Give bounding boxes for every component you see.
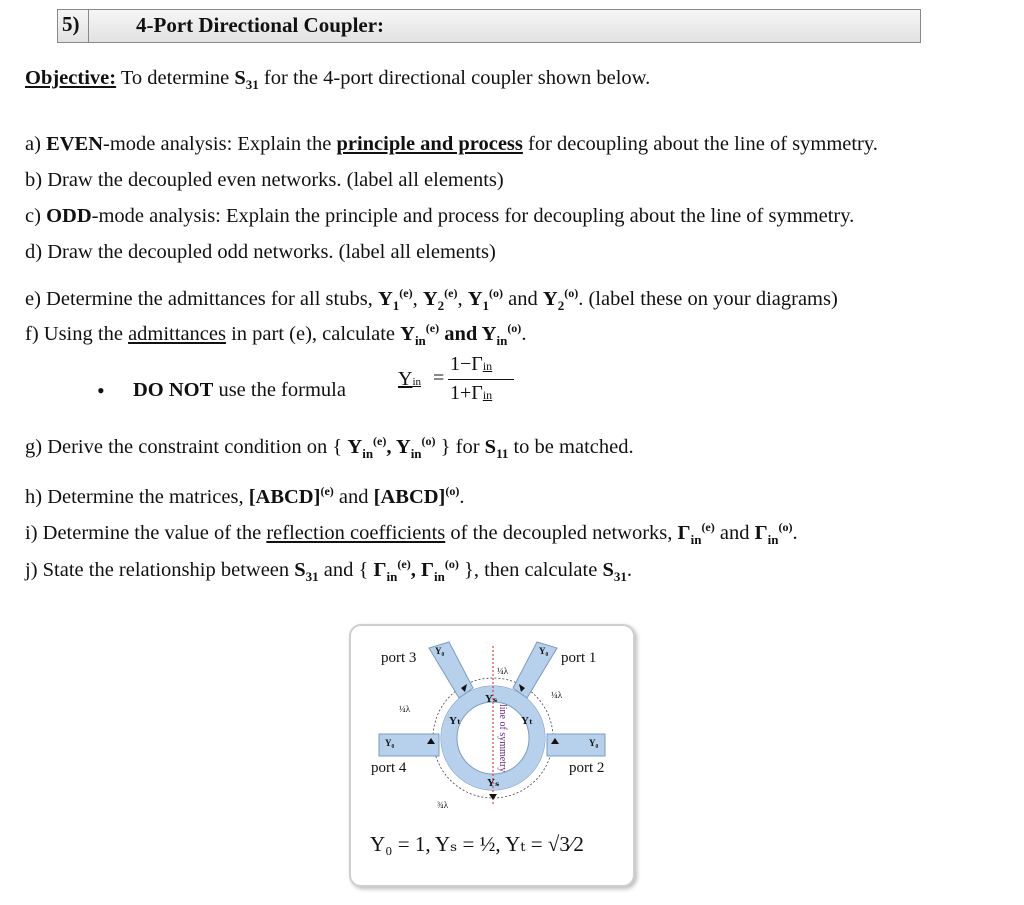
y0-label-port4: Y₀: [385, 738, 395, 748]
s31-sub: 31: [613, 568, 627, 584]
item-a-bold: EVEN: [46, 133, 104, 155]
y1o-sub: 1: [482, 297, 490, 313]
objective-tail: for the 4-port directional coupler shown below.: [258, 67, 651, 89]
s31: S: [602, 558, 614, 581]
item-g: [25, 434, 634, 462]
quarter-wave-top: ¼λ: [497, 666, 509, 676]
ys-label-top: Yₛ: [485, 693, 498, 705]
abcd-o: [ABCD]: [373, 485, 446, 508]
item-j-mid: and {: [318, 558, 374, 581]
item-b: b) Draw the decoupled even networks. (label all elements): [25, 169, 504, 191]
and-text: and: [333, 485, 374, 508]
formula-numerator: [450, 353, 492, 376]
denominator-sub: in: [482, 388, 493, 402]
y2o-sup: (o): [564, 286, 579, 300]
denominator-text: 1+Γ: [450, 382, 483, 404]
yin-e-sub: in: [414, 332, 426, 348]
gamma-e-sup: (e): [397, 557, 411, 571]
s11: S: [484, 435, 497, 458]
objective-label: Objective:: [25, 67, 117, 89]
item-h-prefix: h) Determine the matrices,: [25, 485, 249, 508]
s11-sub: 11: [496, 445, 509, 461]
item-g-tail: to be matched.: [508, 435, 634, 458]
yin-o-sub: in: [410, 445, 422, 461]
item-a: [25, 133, 878, 156]
and-text: and: [439, 322, 482, 345]
abcd-o-sup: (o): [445, 484, 460, 498]
y2e-sup: (e): [444, 286, 458, 300]
gamma-e: Γ: [373, 558, 387, 581]
item-i-prefix: i) Determine the value of the: [25, 521, 267, 544]
item-f: [25, 321, 526, 349]
objective-text: To determine: [116, 67, 235, 89]
fraction-bar: [448, 379, 514, 380]
y0-label-port3: Y₀: [435, 646, 445, 656]
item-a-emphasis: principle and process: [336, 133, 523, 155]
gamma-o-sup: (o): [444, 557, 459, 571]
item-d: d) Draw the decoupled odd networks. (label all elements): [25, 241, 496, 263]
port2-label: port 2: [569, 760, 605, 776]
item-c-prefix: c): [25, 205, 47, 227]
ys-label-bottom: Yₛ: [487, 777, 500, 789]
and-text: and: [714, 521, 755, 544]
yin-e: Y: [347, 435, 363, 458]
numerator-sub: in: [482, 359, 493, 373]
do-not-bold: DO NOT: [133, 379, 214, 401]
header-divider: [88, 10, 89, 42]
yin-o-sub: in: [496, 332, 508, 348]
three-quarter-wave: ¾λ: [437, 800, 449, 810]
y1o-sup: (o): [489, 286, 504, 300]
y2e-sub: 2: [437, 297, 445, 313]
item-a-prefix: a): [25, 133, 47, 155]
yin-o-sup: (o): [421, 434, 436, 448]
yt-label-left: Yₜ: [449, 715, 462, 727]
y1e-sup: (e): [399, 286, 413, 300]
y1e-sub: 1: [392, 297, 400, 313]
gamma-o: Γ: [754, 521, 768, 544]
objective-line: [25, 67, 650, 93]
item-f-mid: in part (e), calculate: [225, 322, 401, 345]
item-e-prefix: e) Determine the admittances for all stubs,: [25, 287, 378, 310]
comma: ,: [412, 287, 423, 310]
arrow: [489, 794, 497, 800]
yt-label-right: Yₜ: [521, 715, 534, 727]
yin-e: Y: [400, 322, 415, 345]
comma: ,: [386, 435, 396, 458]
item-j-tail: .: [626, 558, 632, 581]
formula-y: Y: [398, 368, 413, 390]
numerator-text: 1−Γ: [450, 353, 483, 375]
yin-o: Y: [481, 322, 497, 345]
gamma-o: Γ: [420, 558, 435, 581]
formula-equals: =: [433, 367, 445, 389]
gamma-o-sup: (o): [778, 520, 793, 534]
item-c-bold: ODD: [46, 205, 92, 227]
item-i-mid: of the decoupled networks,: [445, 521, 678, 544]
item-j: [25, 557, 632, 585]
y0-label-port1: Y₀: [539, 646, 549, 656]
item-e-tail: . (label these on your diagrams): [578, 287, 838, 310]
port4-label: port 4: [371, 760, 407, 776]
admittances-link: admittances: [128, 322, 226, 345]
yin-o: Y: [395, 435, 411, 458]
item-g-mid: } for: [435, 435, 485, 458]
gamma-e-sup: (e): [701, 520, 715, 534]
s-subscript: 31: [245, 77, 259, 93]
parameter-equation: Y₀ = 1, Yₛ = ½, Yₜ = √3⁄2: [370, 832, 584, 856]
abcd-e-sup: (e): [320, 484, 334, 498]
gamma-e-sub: in: [386, 568, 398, 584]
y2o-sub: 2: [557, 297, 565, 313]
y1e: Y: [377, 287, 393, 310]
y1o: Y: [467, 287, 483, 310]
section-title: 4-Port Directional Coupler:: [136, 13, 385, 37]
item-a-tail: for decoupling about the line of symmetry.: [522, 133, 878, 155]
section-number: 5): [62, 12, 80, 36]
do-not-text: use the formula: [213, 379, 346, 401]
y0-label-port2: Y₀: [589, 738, 599, 748]
gamma-o-sub: in: [767, 531, 779, 547]
yin-e-sup: (e): [373, 434, 387, 448]
item-f-tail: .: [521, 322, 527, 345]
abcd-e: [ABCD]: [248, 485, 321, 508]
item-e: [25, 286, 838, 314]
s31: S: [294, 558, 306, 581]
yin-o-sup: (o): [507, 321, 522, 335]
item-g-prefix: g) Derive the constraint condition on {: [25, 435, 348, 458]
item-c-tail: -mode analysis: Explain the principle and process for decoupling about the line of symmetry.: [91, 205, 855, 227]
item-i-tail: .: [792, 521, 798, 544]
yin-e-sup: (e): [425, 321, 440, 335]
formula-denominator: [450, 382, 492, 405]
s-symbol: S: [234, 67, 246, 89]
s31-sub: 31: [305, 568, 319, 584]
and-text: and: [503, 287, 543, 310]
yin-e-sub: in: [362, 445, 374, 461]
y2o: Y: [542, 287, 558, 310]
y2e: Y: [422, 287, 438, 310]
quarter-wave-right: ¼λ: [551, 690, 563, 700]
comma: ,: [457, 287, 468, 310]
item-a-mid: -mode analysis: Explain the: [103, 133, 337, 155]
port3-label: port 3: [381, 650, 417, 666]
gamma-e: Γ: [677, 521, 691, 544]
item-i: [25, 520, 798, 548]
item-j-prefix: j) State the relationship between: [25, 558, 295, 581]
item-h: [25, 484, 465, 509]
item-h-tail: .: [459, 485, 465, 508]
symmetry-label: line of symmetry: [497, 704, 508, 773]
reflection-coefficients-link: reflection coefficients: [266, 521, 446, 544]
do-not-note: [133, 379, 346, 402]
quarter-wave-left: ¼λ: [399, 704, 411, 714]
port1-label: port 1: [561, 650, 597, 666]
section-header: [57, 9, 921, 43]
formula-lhs: [398, 368, 421, 391]
item-j-mid2: }, then calculate: [458, 558, 603, 581]
item-f-prefix: f) Using the: [25, 322, 129, 345]
bullet-dot: •: [97, 378, 105, 403]
formula-y-sub: in: [412, 376, 422, 388]
comma: ,: [410, 558, 421, 581]
item-c: [25, 205, 854, 228]
gamma-o-sub: in: [434, 568, 445, 584]
gamma-e-sub: in: [690, 531, 702, 547]
